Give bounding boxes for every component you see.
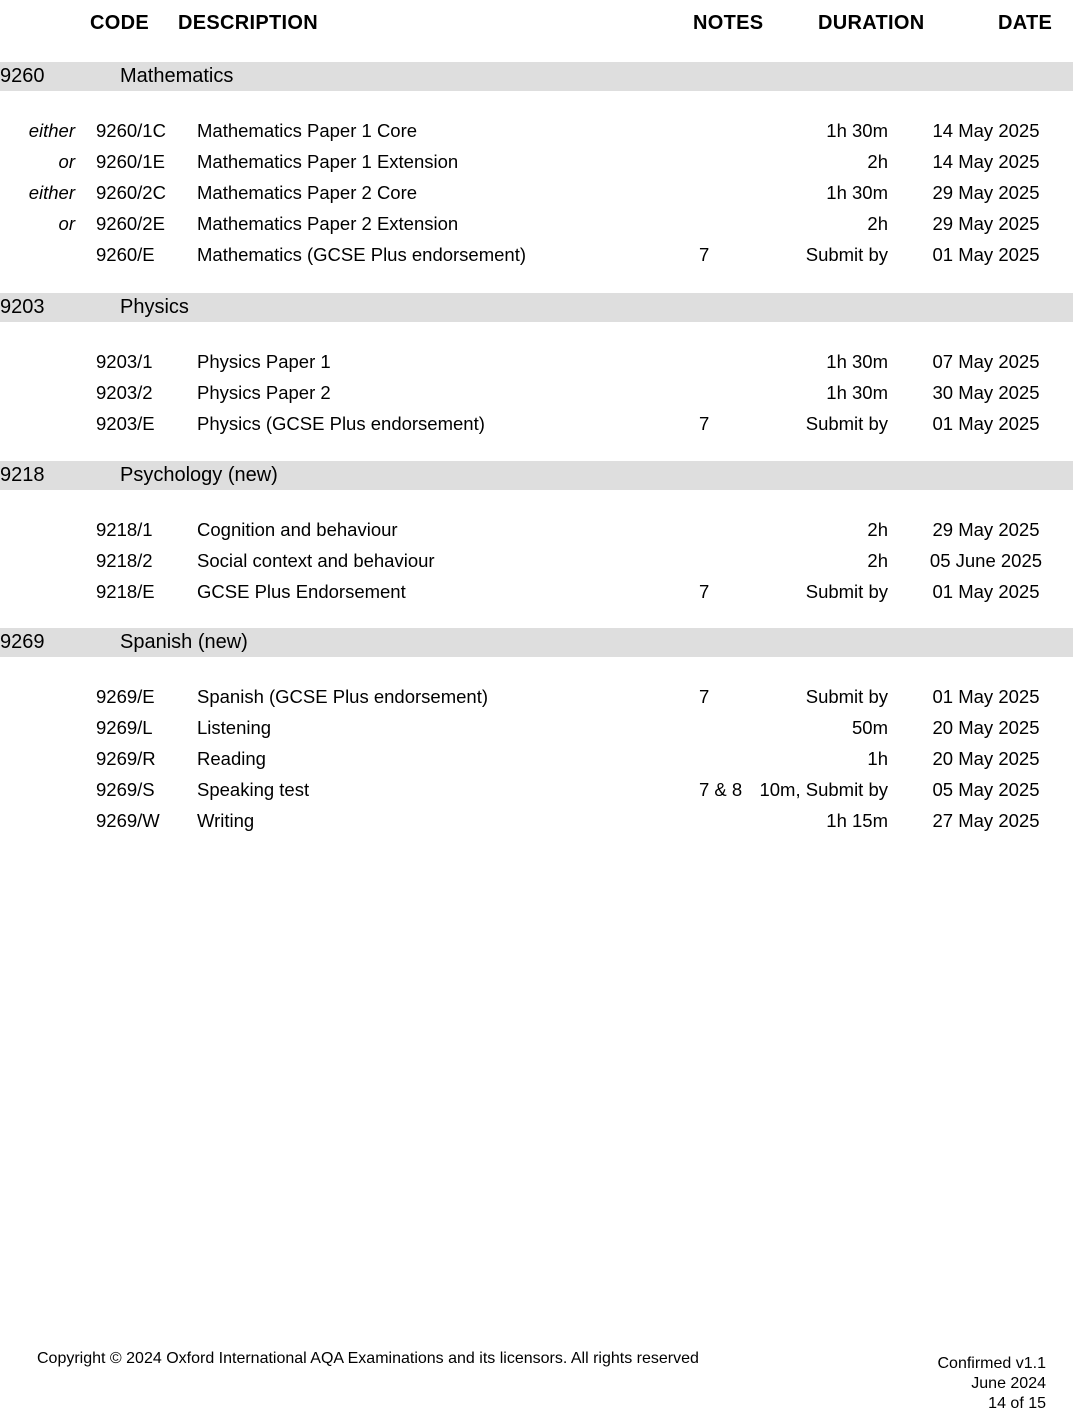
- row-date: 29 May 2025: [932, 519, 1040, 540]
- table-row: [0, 151, 1078, 182]
- row-code: 9260/2C: [96, 182, 166, 203]
- row-date: 14 May 2025: [932, 120, 1040, 141]
- row-date: 01 May 2025: [932, 413, 1040, 434]
- table-row: [0, 550, 1078, 581]
- row-code: 9260/2E: [96, 213, 165, 234]
- row-date: 05 May 2025: [932, 779, 1040, 800]
- issue-date: June 2024: [971, 1375, 1046, 1392]
- row-duration: Submit by: [805, 413, 888, 434]
- row-qualifier: either: [28, 182, 75, 203]
- row-duration: Submit by: [805, 686, 888, 707]
- table-row: [0, 717, 1078, 748]
- section-header: [0, 62, 1073, 91]
- section-title: Spanish (new): [120, 631, 248, 653]
- row-code: 9218/2: [96, 550, 153, 571]
- row-notes: 7: [699, 581, 710, 602]
- row-duration: 2h: [867, 151, 888, 172]
- row-code: 9260/1C: [96, 120, 166, 141]
- copyright-notice: Copyright © 2024 Oxford International AQA Examinations and its licensors. All rights reserved: [37, 1350, 699, 1367]
- row-description: Mathematics Paper 2 Core: [197, 182, 418, 203]
- row-duration: 1h: [867, 748, 888, 769]
- row-description: Listening: [197, 717, 272, 738]
- row-duration: 50m: [852, 717, 888, 738]
- row-description: Mathematics (GCSE Plus endorsement): [197, 244, 527, 265]
- row-date: 29 May 2025: [932, 213, 1040, 234]
- row-qualifier: or: [58, 151, 75, 172]
- row-date: 01 May 2025: [932, 686, 1040, 707]
- row-code: 9218/1: [96, 519, 153, 540]
- row-code: 9203/1: [96, 351, 153, 372]
- row-notes: 7: [699, 686, 710, 707]
- section-code: 9260: [0, 65, 45, 87]
- row-date: 07 May 2025: [932, 351, 1040, 372]
- row-notes: 7 & 8: [699, 779, 743, 800]
- row-code: 9260/1E: [96, 151, 165, 172]
- row-duration: Submit by: [805, 581, 888, 602]
- row-code: 9260/E: [96, 244, 155, 265]
- row-duration: 1h 30m: [826, 182, 888, 203]
- row-qualifier: or: [58, 213, 75, 234]
- row-duration: 1h 30m: [826, 382, 888, 403]
- row-description: Cognition and behaviour: [197, 519, 398, 540]
- row-date: 29 May 2025: [932, 182, 1040, 203]
- row-description: Mathematics Paper 2 Extension: [197, 213, 459, 234]
- table-row: [0, 779, 1078, 810]
- section-code: 9203: [0, 296, 45, 318]
- table-row: [0, 686, 1078, 717]
- column-header-code: CODE: [90, 12, 149, 34]
- table-row: [0, 182, 1078, 213]
- row-code: 9203/E: [96, 413, 155, 434]
- column-header-notes: NOTES: [693, 12, 764, 34]
- row-date: 05 June 2025: [929, 550, 1043, 571]
- row-notes: 7: [699, 413, 710, 434]
- table-row: [0, 748, 1078, 779]
- row-duration: 2h: [867, 519, 888, 540]
- row-duration: 1h 15m: [826, 810, 888, 831]
- table-row: [0, 213, 1078, 244]
- section-code: 9269: [0, 631, 45, 653]
- table-row: [0, 244, 1078, 275]
- document-status: [938, 1354, 1047, 1414]
- column-header-duration: DURATION: [818, 12, 925, 34]
- section-header: [0, 628, 1073, 657]
- row-code: 9269/W: [96, 810, 160, 831]
- row-description: Physics Paper 2: [197, 382, 331, 403]
- version-label: Confirmed v1.1: [937, 1355, 1046, 1372]
- row-duration: 10m, Submit by: [759, 779, 888, 800]
- row-description: Physics (GCSE Plus endorsement): [197, 413, 485, 434]
- row-date: 20 May 2025: [932, 748, 1040, 769]
- table-row: [0, 382, 1078, 413]
- section-header: [0, 293, 1073, 322]
- table-row: [0, 351, 1078, 382]
- row-code: 9269/E: [96, 686, 155, 707]
- row-description: Reading: [197, 748, 266, 769]
- section-header: [0, 461, 1073, 490]
- row-duration: 1h 30m: [826, 120, 888, 141]
- row-code: 9269/S: [96, 779, 155, 800]
- column-header-date: DATE: [998, 12, 1053, 34]
- row-duration: 2h: [867, 550, 888, 571]
- row-date: 01 May 2025: [932, 244, 1040, 265]
- table-row: [0, 120, 1078, 151]
- column-header-description: DESCRIPTION: [178, 12, 318, 34]
- section-title: Mathematics: [120, 65, 234, 87]
- table-row: [0, 519, 1078, 550]
- row-date: 30 May 2025: [932, 382, 1040, 403]
- section-title: Physics: [120, 296, 189, 318]
- section-code: 9218: [0, 464, 45, 486]
- row-description: Mathematics Paper 1 Core: [197, 120, 418, 141]
- row-description: Speaking test: [197, 779, 310, 800]
- row-code: 9203/2: [96, 382, 153, 403]
- row-qualifier: either: [28, 120, 75, 141]
- row-date: 14 May 2025: [932, 151, 1040, 172]
- row-date: 20 May 2025: [932, 717, 1040, 738]
- row-description: GCSE Plus Endorsement: [197, 581, 406, 602]
- row-code: 9269/L: [96, 717, 153, 738]
- row-date: 27 May 2025: [932, 810, 1040, 831]
- row-date: 01 May 2025: [932, 581, 1040, 602]
- section-title: Psychology (new): [120, 464, 278, 486]
- page-number: 14 of 15: [988, 1395, 1046, 1412]
- table-row: [0, 581, 1078, 612]
- row-description: Mathematics Paper 1 Extension: [197, 151, 459, 172]
- row-duration: Submit by: [805, 244, 888, 265]
- row-description: Spanish (GCSE Plus endorsement): [197, 686, 488, 707]
- row-description: Writing: [197, 810, 255, 831]
- row-notes: 7: [699, 244, 710, 265]
- row-code: 9269/R: [96, 748, 156, 769]
- row-description: Social context and behaviour: [197, 550, 435, 571]
- row-description: Physics Paper 1: [197, 351, 331, 372]
- table-row: [0, 810, 1078, 841]
- row-duration: 2h: [867, 213, 888, 234]
- row-code: 9218/E: [96, 581, 155, 602]
- row-duration: 1h 30m: [826, 351, 888, 372]
- table-row: [0, 413, 1078, 444]
